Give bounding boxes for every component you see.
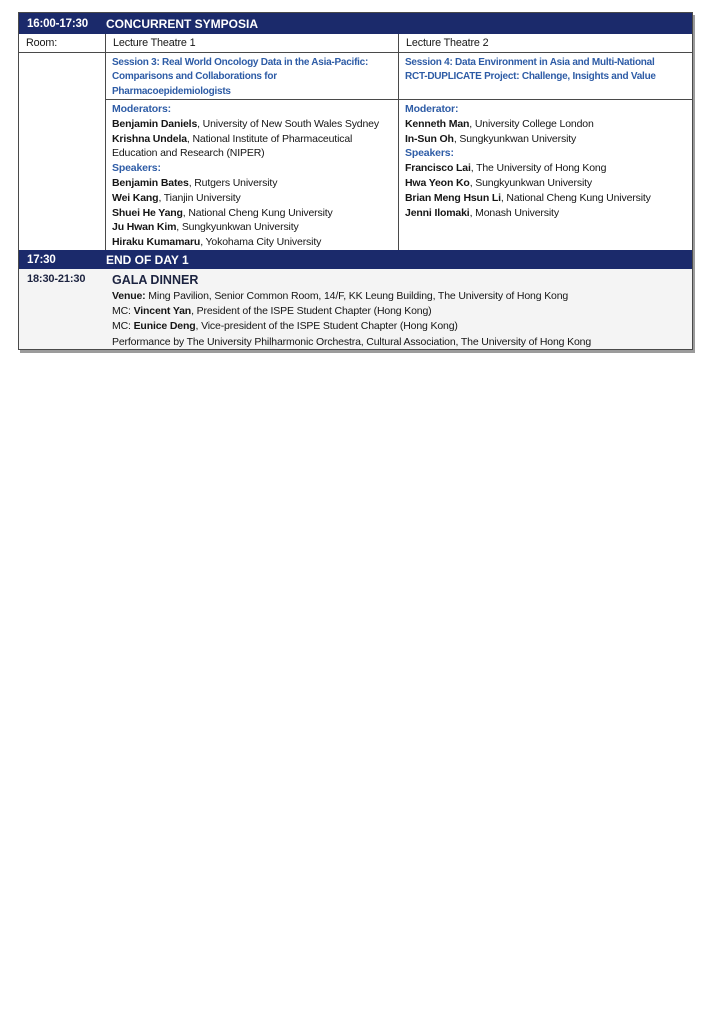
symposia-time: 16:00-17:30	[19, 13, 106, 34]
text-segment: Session 3: Real World Oncology Data in the Asia-Pacific:	[112, 57, 369, 68]
person-name: In-Sun Oh	[405, 132, 454, 145]
symposia-banner-title: CONCURRENT SYMPOSIA	[106, 13, 692, 34]
text-line	[112, 132, 394, 162]
text-segment: , University College London	[469, 117, 594, 130]
text-line	[112, 304, 686, 319]
text-line	[112, 70, 393, 84]
text-line	[112, 319, 686, 334]
time-column-spacer	[19, 53, 106, 250]
text-segment: , The University of Hong Kong	[470, 162, 607, 175]
text-segment: , Tianjin University	[158, 191, 241, 204]
end-of-day-time: 17:30	[19, 250, 106, 269]
role-label: Moderators:	[112, 103, 172, 115]
text-line	[112, 102, 394, 117]
text-segment: , National Cheng Kung University	[500, 191, 651, 204]
person-name: Benjamin Bates	[112, 176, 189, 189]
text-segment: MC:	[112, 305, 134, 318]
person-name: Ju Hwan Kim	[112, 221, 177, 234]
text-segment: , Monash University	[469, 206, 559, 219]
text-line	[112, 117, 394, 132]
text-segment: , National Institute of Pharmaceutical Education and Research (NIPER)	[112, 132, 353, 160]
text-line	[112, 161, 394, 176]
session-3-people	[106, 100, 399, 250]
text-segment: MC:	[112, 320, 134, 333]
text-line	[405, 132, 688, 147]
text-line	[112, 206, 394, 221]
text-segment: , Vice-president of the ISPE Student Chapter (Hong Kong)	[195, 320, 458, 333]
text-segment: Pharmacoepidemiologists	[112, 85, 231, 97]
text-segment: , President of the ISPE Student Chapter (Hong Kong)	[191, 305, 432, 318]
gala-dinner-lines	[112, 289, 686, 349]
text-line	[405, 70, 687, 84]
role-label: Speakers:	[405, 147, 454, 160]
text-segment: Session 4: Data Environment in Asia and Multi-National	[405, 57, 655, 68]
person-name: Eunice Deng	[133, 320, 196, 333]
person-name: Vincent Yan	[133, 305, 192, 318]
person-name: Krishna Undela	[112, 132, 187, 145]
person-name: Benjamin Daniels	[112, 117, 198, 130]
text-line	[112, 56, 393, 70]
text-line	[405, 176, 688, 191]
conference-schedule-table	[18, 12, 693, 350]
person-name: Brian Meng Hsun Li	[405, 191, 501, 204]
person-name: Francisco Lai	[405, 162, 471, 175]
person-name: Hiraku Kumamaru	[112, 236, 201, 249]
text-line	[405, 117, 688, 132]
gala-dinner-title: GALA DINNER	[112, 273, 199, 287]
person-name: Jenni Ilomaki	[405, 206, 470, 219]
text-line	[405, 146, 688, 161]
session-3-title	[106, 53, 399, 100]
text-segment: , Rutgers University	[188, 176, 278, 189]
text-line	[112, 289, 686, 304]
text-line	[112, 335, 686, 349]
person-name: Venue:	[112, 290, 146, 302]
text-segment: , Sungkyunkwan University	[453, 132, 577, 145]
gala-dinner-time: 18:30-21:30	[19, 269, 106, 349]
room-lecture-theatre-2: Lecture Theatre 2	[399, 34, 692, 53]
text-segment: , Yokohama City University	[200, 236, 322, 249]
text-segment: Performance by The University Philharmonic Orchestra, Cultural Association, The University of Hong Kong	[112, 335, 592, 348]
person-name: Shuei He Yang	[112, 206, 183, 219]
role-label: Moderator:	[405, 103, 459, 115]
end-of-day-title: END OF DAY 1	[106, 250, 692, 269]
person-name: Hwa Yeon Ko	[405, 176, 470, 189]
text-segment: RCT-DUPLICATE Project: Challenge, Insights and Value	[405, 71, 656, 83]
text-line	[405, 56, 687, 70]
text-line	[405, 161, 688, 176]
text-segment: , University of New South Wales Sydney	[197, 117, 379, 130]
text-line	[112, 85, 393, 99]
room-label: Room:	[19, 34, 106, 53]
text-line	[405, 191, 688, 206]
session-4-title	[399, 53, 692, 100]
text-line	[112, 235, 394, 250]
text-line	[112, 176, 394, 191]
text-line	[112, 191, 394, 206]
room-lecture-theatre-1: Lecture Theatre 1	[106, 34, 399, 53]
role-label: Speakers:	[112, 162, 161, 175]
text-line	[405, 206, 688, 221]
text-line	[112, 220, 394, 235]
person-name: Wei Kang	[112, 191, 159, 204]
session-4-people	[399, 100, 692, 250]
gala-dinner-details	[106, 269, 692, 349]
text-segment: , Sungkyunkwan University	[469, 176, 592, 189]
person-name: Kenneth Man	[405, 117, 470, 130]
text-line	[405, 102, 688, 117]
text-segment: , Sungkyunkwan University	[176, 221, 299, 234]
text-segment: Ming Pavilion, Senior Common Room, 14/F, KK Leung Building, The University of Hong Kong	[145, 290, 569, 302]
text-segment: , National Cheng Kung University	[182, 206, 333, 219]
text-segment: Comparisons and Collaborations for	[112, 71, 277, 83]
